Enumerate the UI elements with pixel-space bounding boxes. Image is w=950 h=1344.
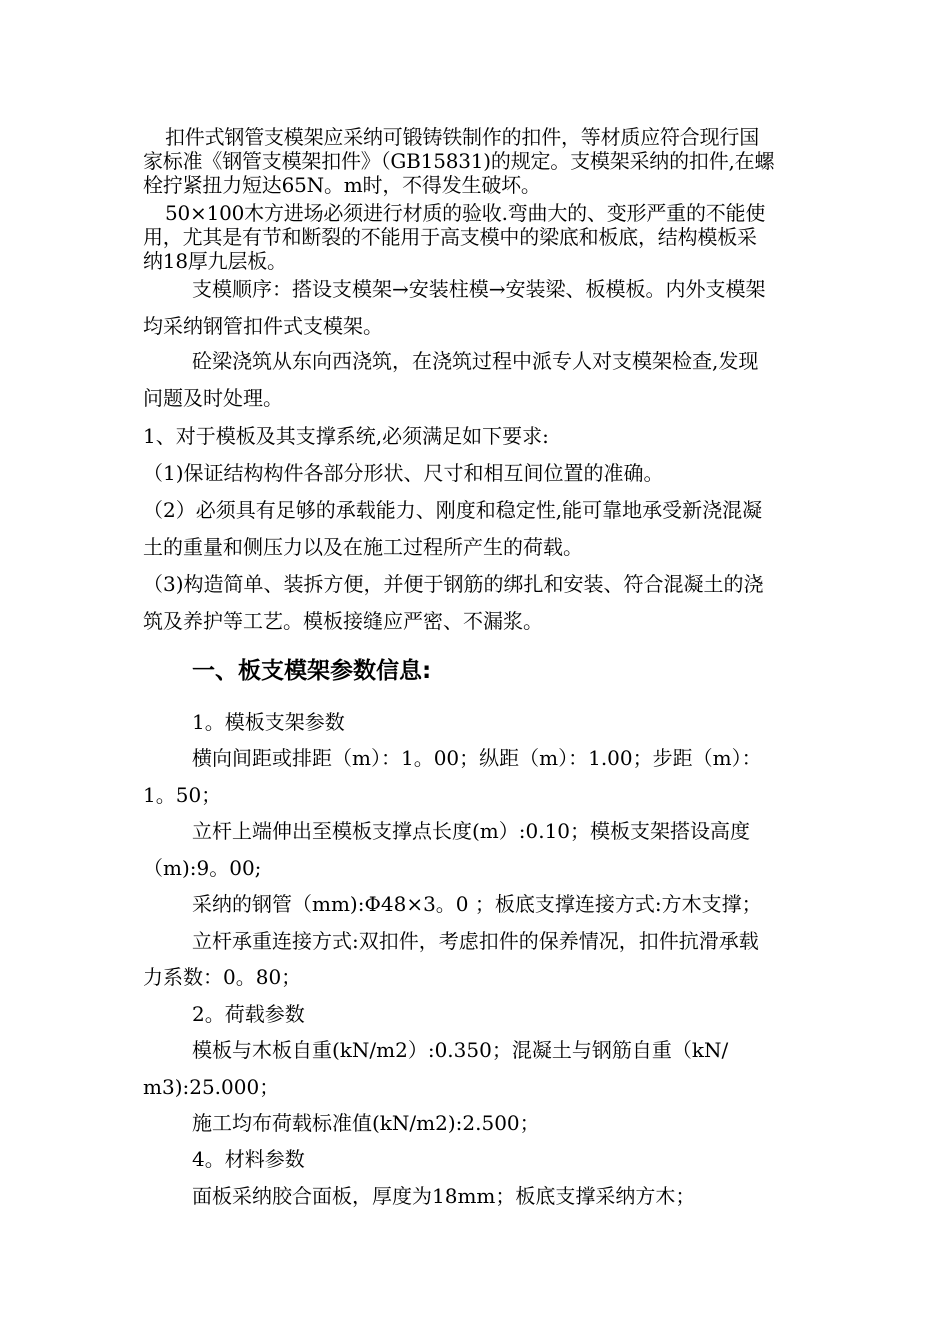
params-pipe-line: 采纳的钢管（mm):Φ48×3。0 ；板底支撑连接方式:方木支撑；	[192, 892, 762, 916]
requirement-item-2-line-1: （2）必须具有足够的承载能力、刚度和稳定性,能可靠地承受新浇混凝	[143, 498, 763, 522]
params-spacing-line-2: 1。50；	[143, 783, 222, 807]
section-heading: 一、板支模架参数信息:	[192, 658, 432, 684]
intro-line-4: 50×100木方进场必须进行材质的验收.弯曲大的、变形严重的不能使	[165, 201, 766, 225]
params-sub4-title: 4。材料参数	[192, 1147, 305, 1171]
requirement-item-1: （1)保证结构构件各部分形状、尺寸和相互间位置的准确。	[143, 461, 664, 485]
params-material-line: 面板采纳胶合面板，厚度为18mm；板底支撑采纳方木；	[192, 1184, 696, 1208]
params-sub2-title: 2。荷载参数	[192, 1002, 305, 1026]
sequence-line-2: 均采纳钢管扣件式支模架。	[143, 314, 383, 338]
intro-line-3: 栓拧紧扭力短达65N。m时，不得发生破坏。	[143, 173, 541, 197]
params-connect-line-1: 立杆承重连接方式:双扣件，考虑扣件的保养情况，扣件抗滑承载	[192, 929, 759, 953]
params-sub1-title: 1。模板支架参数	[192, 710, 345, 734]
intro-line-2: 家标准《钢管支模架扣件》（GB15831)的规定。支模架采纳的扣件,在螺	[143, 149, 775, 173]
requirement-item-2-line-2: 土的重量和侧压力以及在施工过程所产生的荷载。	[143, 535, 583, 559]
params-connect-line-2: 力系数：0。80；	[143, 965, 302, 989]
requirement-item-3-line-2: 筑及养护等工艺。模板接缝应严密、不漏浆。	[143, 609, 543, 633]
intro-line-6: 纳18厚九层板。	[143, 249, 287, 273]
params-load-line-3: 施工均布荷载标准值(kN/m2):2.500；	[192, 1111, 540, 1135]
params-extend-line-1: 立杆上端伸出至模板支撑点长度(m）:0.10；模板支架搭设高度	[192, 819, 751, 843]
params-spacing-line-1: 横向间距或排距（m）：1。00；纵距（m）：1.00；步距（m）：	[192, 746, 762, 770]
intro-line-5: 用，尤其是有节和断裂的不能用于高支模中的梁底和板底，结构模板采	[143, 225, 757, 249]
intro-line-1: 扣件式钢管支模架应采纳可锻铸铁制作的扣件，等材质应符合现行国	[165, 125, 759, 149]
requirements-title: 1、对于模板及其支撑系统,必须满足如下要求:	[143, 424, 549, 448]
params-load-line-1: 模板与木板自重(kN/m2）:0.350；混凝土与钢筋自重（kN/	[192, 1038, 729, 1062]
pouring-line-2: 问题及时处理。	[143, 386, 283, 410]
params-load-line-2: m3):25.000；	[143, 1075, 280, 1099]
params-extend-line-2: （m):9。00;	[143, 856, 262, 880]
pouring-line-1: 砼梁浇筑从东向西浇筑，在浇筑过程中派专人对支模架检查,发现	[192, 349, 759, 373]
sequence-line-1: 支模顺序：搭设支模架→安装柱模→安装梁、板模板。内外支模架	[192, 277, 766, 301]
requirement-item-3-line-1: （3)构造简单、装拆方便，并便于钢筋的绑扎和安装、符合混凝土的浇	[143, 572, 764, 596]
